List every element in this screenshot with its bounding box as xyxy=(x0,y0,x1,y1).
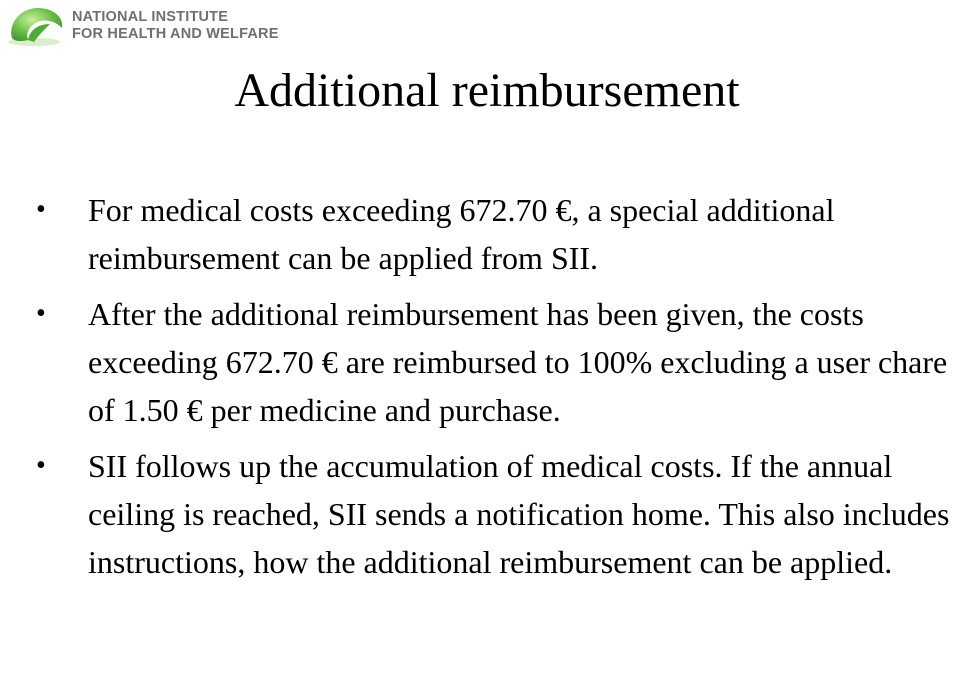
bullet-text: After the additional reimbursement has been given, the costs exceeding 672.70 € are reimbursed to 100% excluding a user chare of 1.50 € per medicine and purchase. xyxy=(88,296,948,428)
logo-text xyxy=(72,9,279,43)
bullet-text: For medical costs exceeding 672.70 €, a special additional reimbursement can be applied from SII. xyxy=(88,192,835,276)
leaf-swirl-icon xyxy=(4,2,70,48)
bullet-item xyxy=(36,442,960,586)
bullet-item xyxy=(36,290,960,434)
bullet-mark: • xyxy=(36,450,46,481)
bullet-text: SII follows up the accumulation of medical costs. If the annual ceiling is reached, SII sends a notification home. This also includes instructions, how the additional reimbursement can be applied. xyxy=(88,448,950,580)
logo-line-1: NATIONAL INSTITUTE xyxy=(72,9,229,25)
bullet-mark: • xyxy=(36,194,46,225)
bullet-list xyxy=(36,186,960,594)
logo-line-2: FOR HEALTH AND WELFARE xyxy=(72,26,279,42)
slide-title: Additional reimbursement xyxy=(234,64,740,117)
bullet-item xyxy=(36,186,960,282)
institute-logo xyxy=(4,2,314,48)
bullet-mark: • xyxy=(36,298,46,329)
